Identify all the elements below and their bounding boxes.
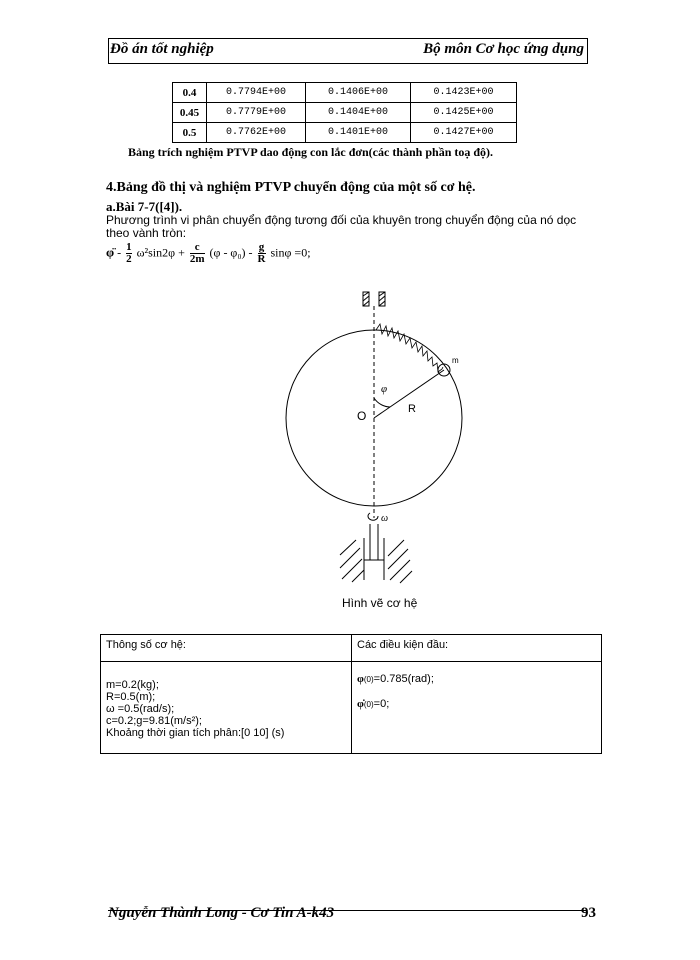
footer-author: Nguyễn Thành Long - Cơ Tin A-k43 <box>108 905 335 921</box>
table-cell: 0.5 <box>173 123 207 143</box>
label-phi: φ <box>381 383 388 395</box>
table-row <box>173 83 517 103</box>
table-cell: 0.7779E+00 <box>207 103 306 123</box>
params-header: Thông số cơ hệ: <box>106 639 186 651</box>
result-table <box>172 82 517 143</box>
equation-diff-term: (φ - φ₀) <box>209 245 246 260</box>
param-item: c=0.2;g=9.81(m/s²); <box>106 715 202 727</box>
figure-caption: Hình vẽ cơ hệ <box>342 596 418 610</box>
table-row <box>173 123 517 143</box>
subsection-heading: a.Bài 7-7([4]). <box>106 199 183 214</box>
table-cell: 0.7762E+00 <box>207 123 306 143</box>
table-cell: 0.4 <box>173 83 207 103</box>
parameters-table <box>100 634 602 754</box>
param-item: ω =0.5(rad/s); <box>106 703 175 715</box>
table-caption: Bảng trích nghiệm PTVP dao động con lắc đơn(các thành phần toạ độ). <box>128 145 494 159</box>
initial-conditions <box>357 667 434 717</box>
param-item: R=0.5(m); <box>106 691 156 703</box>
table-divider <box>101 661 601 662</box>
page-number: 93 <box>581 905 596 921</box>
label-O: O <box>357 409 367 423</box>
equation-phi-ddot: φ̈ <box>106 244 115 260</box>
fraction-c <box>190 242 205 265</box>
fraction-denominator: R <box>257 253 266 265</box>
equation-tail: sinφ =0; <box>270 245 311 260</box>
init-subscript: (0) <box>363 700 374 709</box>
param-item: m=0.2(kg); <box>106 679 159 691</box>
angle-arc <box>374 398 390 407</box>
equation-omega-term: ω²sin2φ <box>136 245 176 260</box>
init-condition <box>357 667 434 692</box>
init-symbol: φ <box>357 673 364 685</box>
init-value: =0.785(rad); <box>373 673 434 685</box>
fraction-denominator: 2m <box>189 253 205 265</box>
table-cell: 0.1406E+00 <box>306 83 411 103</box>
equation-minus: - <box>248 245 253 260</box>
init-condition <box>357 692 434 717</box>
initial-conditions-header: Các điều kiện đầu: <box>357 639 449 651</box>
section-heading: 4.Bảng đồ thị và nghiệm PTVP chuyển động của một số cơ hệ. <box>106 180 476 195</box>
fraction-numerator: c <box>190 242 205 254</box>
equation <box>106 242 311 265</box>
init-subscript: (0) <box>363 675 374 684</box>
init-value: =0; <box>373 698 390 710</box>
fraction-half <box>126 242 132 265</box>
params-list <box>106 679 284 739</box>
table-divider <box>351 635 352 753</box>
table-cell: 0.1425E+00 <box>411 103 517 123</box>
init-symbol: φ̇ <box>357 698 364 710</box>
header-left: Đồ án tốt nghiệp <box>110 41 214 57</box>
label-omega: ω <box>381 513 389 524</box>
table-cell: 0.1401E+00 <box>306 123 411 143</box>
equation-minus: - <box>117 245 122 260</box>
fraction-denominator: 2 <box>126 253 132 265</box>
fraction-numerator: g <box>258 241 265 253</box>
mechanism-diagram <box>280 280 480 590</box>
table-cell: 0.7794E+00 <box>207 83 306 103</box>
table-cell: 0.1427E+00 <box>411 123 517 143</box>
label-m: m <box>452 356 459 365</box>
table-cell: 0.1404E+00 <box>306 103 411 123</box>
label-R: R <box>408 403 416 415</box>
bottom-support <box>340 524 412 583</box>
table-row <box>173 103 517 123</box>
header-right: Bộ môn Cơ học ứng dụng <box>423 41 584 57</box>
fraction-g <box>258 242 266 265</box>
param-item: Khoảng thời gian tích phân:[0 10] (s) <box>106 727 285 739</box>
equation-plus: + <box>178 245 185 260</box>
fraction-numerator: 1 <box>126 241 132 253</box>
section-paragraph: Phương trình vi phân chuyển động tương đối của khuyên trong chuyển động của nó dọc theo vành tròn: <box>106 213 577 240</box>
top-support <box>363 292 385 306</box>
rotation-arrow <box>368 513 378 520</box>
table-cell: 0.1423E+00 <box>411 83 517 103</box>
table-cell: 0.45 <box>173 103 207 123</box>
